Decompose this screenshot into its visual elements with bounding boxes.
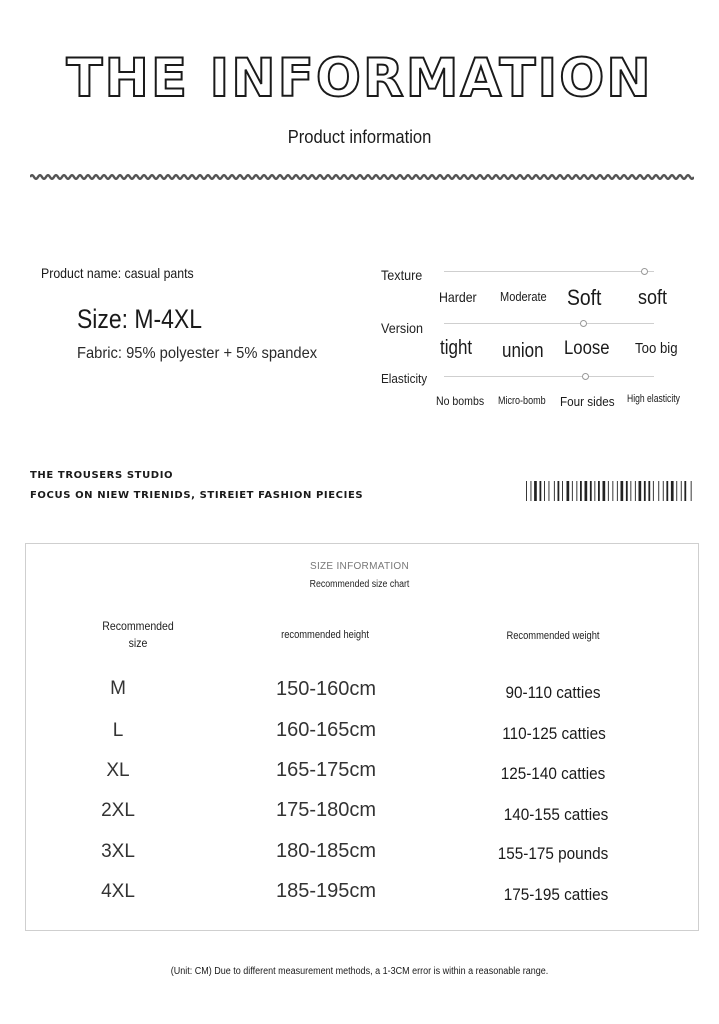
texture-scale-marker [641, 268, 648, 275]
barcode-bar [554, 481, 555, 501]
elasticity-option-high-elasticity: High elasticity [627, 393, 680, 405]
barcode-bar [676, 481, 677, 501]
barcode-bar [598, 481, 600, 501]
version-option-union: union [502, 340, 544, 362]
barcode-bar [671, 481, 674, 501]
barcode-bar [639, 481, 642, 501]
studio-name: THE TROUSERS STUDIO [30, 470, 174, 481]
table-row-size: XL [106, 760, 130, 781]
barcode-bar [526, 481, 527, 501]
table-row-height: 180-185cm [275, 840, 377, 862]
texture-option-soft-alt: soft [638, 287, 668, 309]
table-row-height: 165-175cm [275, 759, 377, 781]
product-name: Product name: casual pants [41, 265, 194, 281]
barcode-bar [621, 481, 624, 501]
barcode-bar [691, 481, 692, 501]
table-row-weight: 155-175 pounds [497, 844, 609, 863]
table-row-size: M [110, 678, 126, 699]
size-information-title: SIZE INFORMATION [309, 561, 410, 572]
texture-option-harder: Harder [439, 289, 477, 305]
barcode-bar [590, 481, 592, 501]
version-option-too-big: Too big [635, 340, 678, 357]
table-row-weight: 175-195 catties [503, 885, 609, 904]
elasticity-option-four-sides: Four sides [560, 394, 615, 409]
version-scale-track [444, 323, 654, 324]
version-option-tight: tight [440, 337, 473, 359]
attribute-label-elasticity: Elasticity [381, 371, 428, 386]
barcode-bar [663, 481, 664, 501]
texture-option-soft: Soft [567, 285, 602, 310]
studio-tagline: FOCUS ON NIEW TRIENIDS, STIREIET FASHION PIECIES [30, 490, 364, 501]
table-row-height: 160-165cm [275, 719, 377, 741]
elasticity-option-no-bombs: No bombs [436, 394, 485, 408]
barcode-bar [585, 481, 588, 501]
attribute-label-texture: Texture [381, 267, 423, 283]
barcode-bar [684, 481, 686, 501]
table-row-weight: 90-110 catties [505, 683, 601, 702]
size-range: Size: M-4XL [77, 304, 203, 334]
barcode-bar [580, 481, 582, 501]
barcode-bar [594, 481, 595, 501]
barcode-bar [648, 481, 650, 501]
table-row-weight: 110-125 catties [502, 724, 606, 743]
column-header-size [94, 618, 182, 652]
column-header-weight: Recommended weight [506, 630, 600, 642]
elasticity-option-micro-bomb: Micro-bomb [498, 395, 546, 407]
barcode-bar [644, 481, 646, 501]
barcode-bar [558, 481, 560, 501]
barcode-bar [576, 481, 577, 501]
barcode-bar [630, 481, 631, 501]
barcode-bar [653, 481, 654, 501]
version-scale-marker [580, 320, 587, 327]
barcode-bar [612, 481, 613, 501]
barcode-bar [549, 481, 550, 501]
barcode-bar [626, 481, 628, 501]
version-option-loose: Loose [564, 338, 610, 359]
table-row-weight: 140-155 catties [503, 805, 609, 824]
attribute-label-version: Version [381, 320, 424, 336]
table-row-size: 2XL [101, 800, 135, 821]
fabric-composition: Fabric: 95% polyester + 5% spandex [77, 345, 318, 362]
column-header-size-line2: size [128, 636, 148, 650]
measurement-note: (Unit: CM) Due to different measurement methods, a 1-3CM error is within a reasonable range. [170, 966, 549, 977]
texture-option-moderate: Moderate [500, 289, 547, 304]
barcode-bar [540, 481, 542, 501]
page-title: THE INFORMATION [66, 48, 653, 109]
table-row-height: 175-180cm [275, 799, 377, 821]
barcode-bar [531, 481, 532, 501]
barcode-bar [635, 481, 636, 501]
wavy-divider [30, 172, 694, 182]
table-row-size: L [112, 720, 124, 741]
barcode-bar [544, 481, 545, 501]
table-row-height: 150-160cm [275, 678, 377, 700]
column-header-height: recommended height [281, 629, 369, 641]
table-row-weight: 125-140 catties [500, 764, 606, 783]
column-header-size-line1: Recommended [102, 619, 174, 633]
elasticity-scale-track [444, 376, 654, 377]
barcode-bar [572, 481, 573, 501]
table-row-size: 4XL [101, 881, 135, 902]
barcode-bar [534, 481, 537, 501]
barcode-bar [562, 481, 563, 501]
barcode-bar [603, 481, 606, 501]
table-row-size: 3XL [101, 841, 135, 862]
barcode-bar [608, 481, 609, 501]
elasticity-scale-marker [582, 373, 589, 380]
texture-scale-track [444, 271, 654, 272]
page-subtitle: Product information [287, 127, 432, 147]
size-chart-subtitle: Recommended size chart [309, 579, 410, 590]
barcode-graphic [526, 481, 692, 501]
table-row-height: 185-195cm [275, 880, 377, 902]
barcode-bar [658, 481, 659, 501]
barcode-bar [666, 481, 668, 501]
barcode-bar [681, 481, 682, 501]
barcode-bar [617, 481, 618, 501]
barcode-bar [567, 481, 570, 501]
